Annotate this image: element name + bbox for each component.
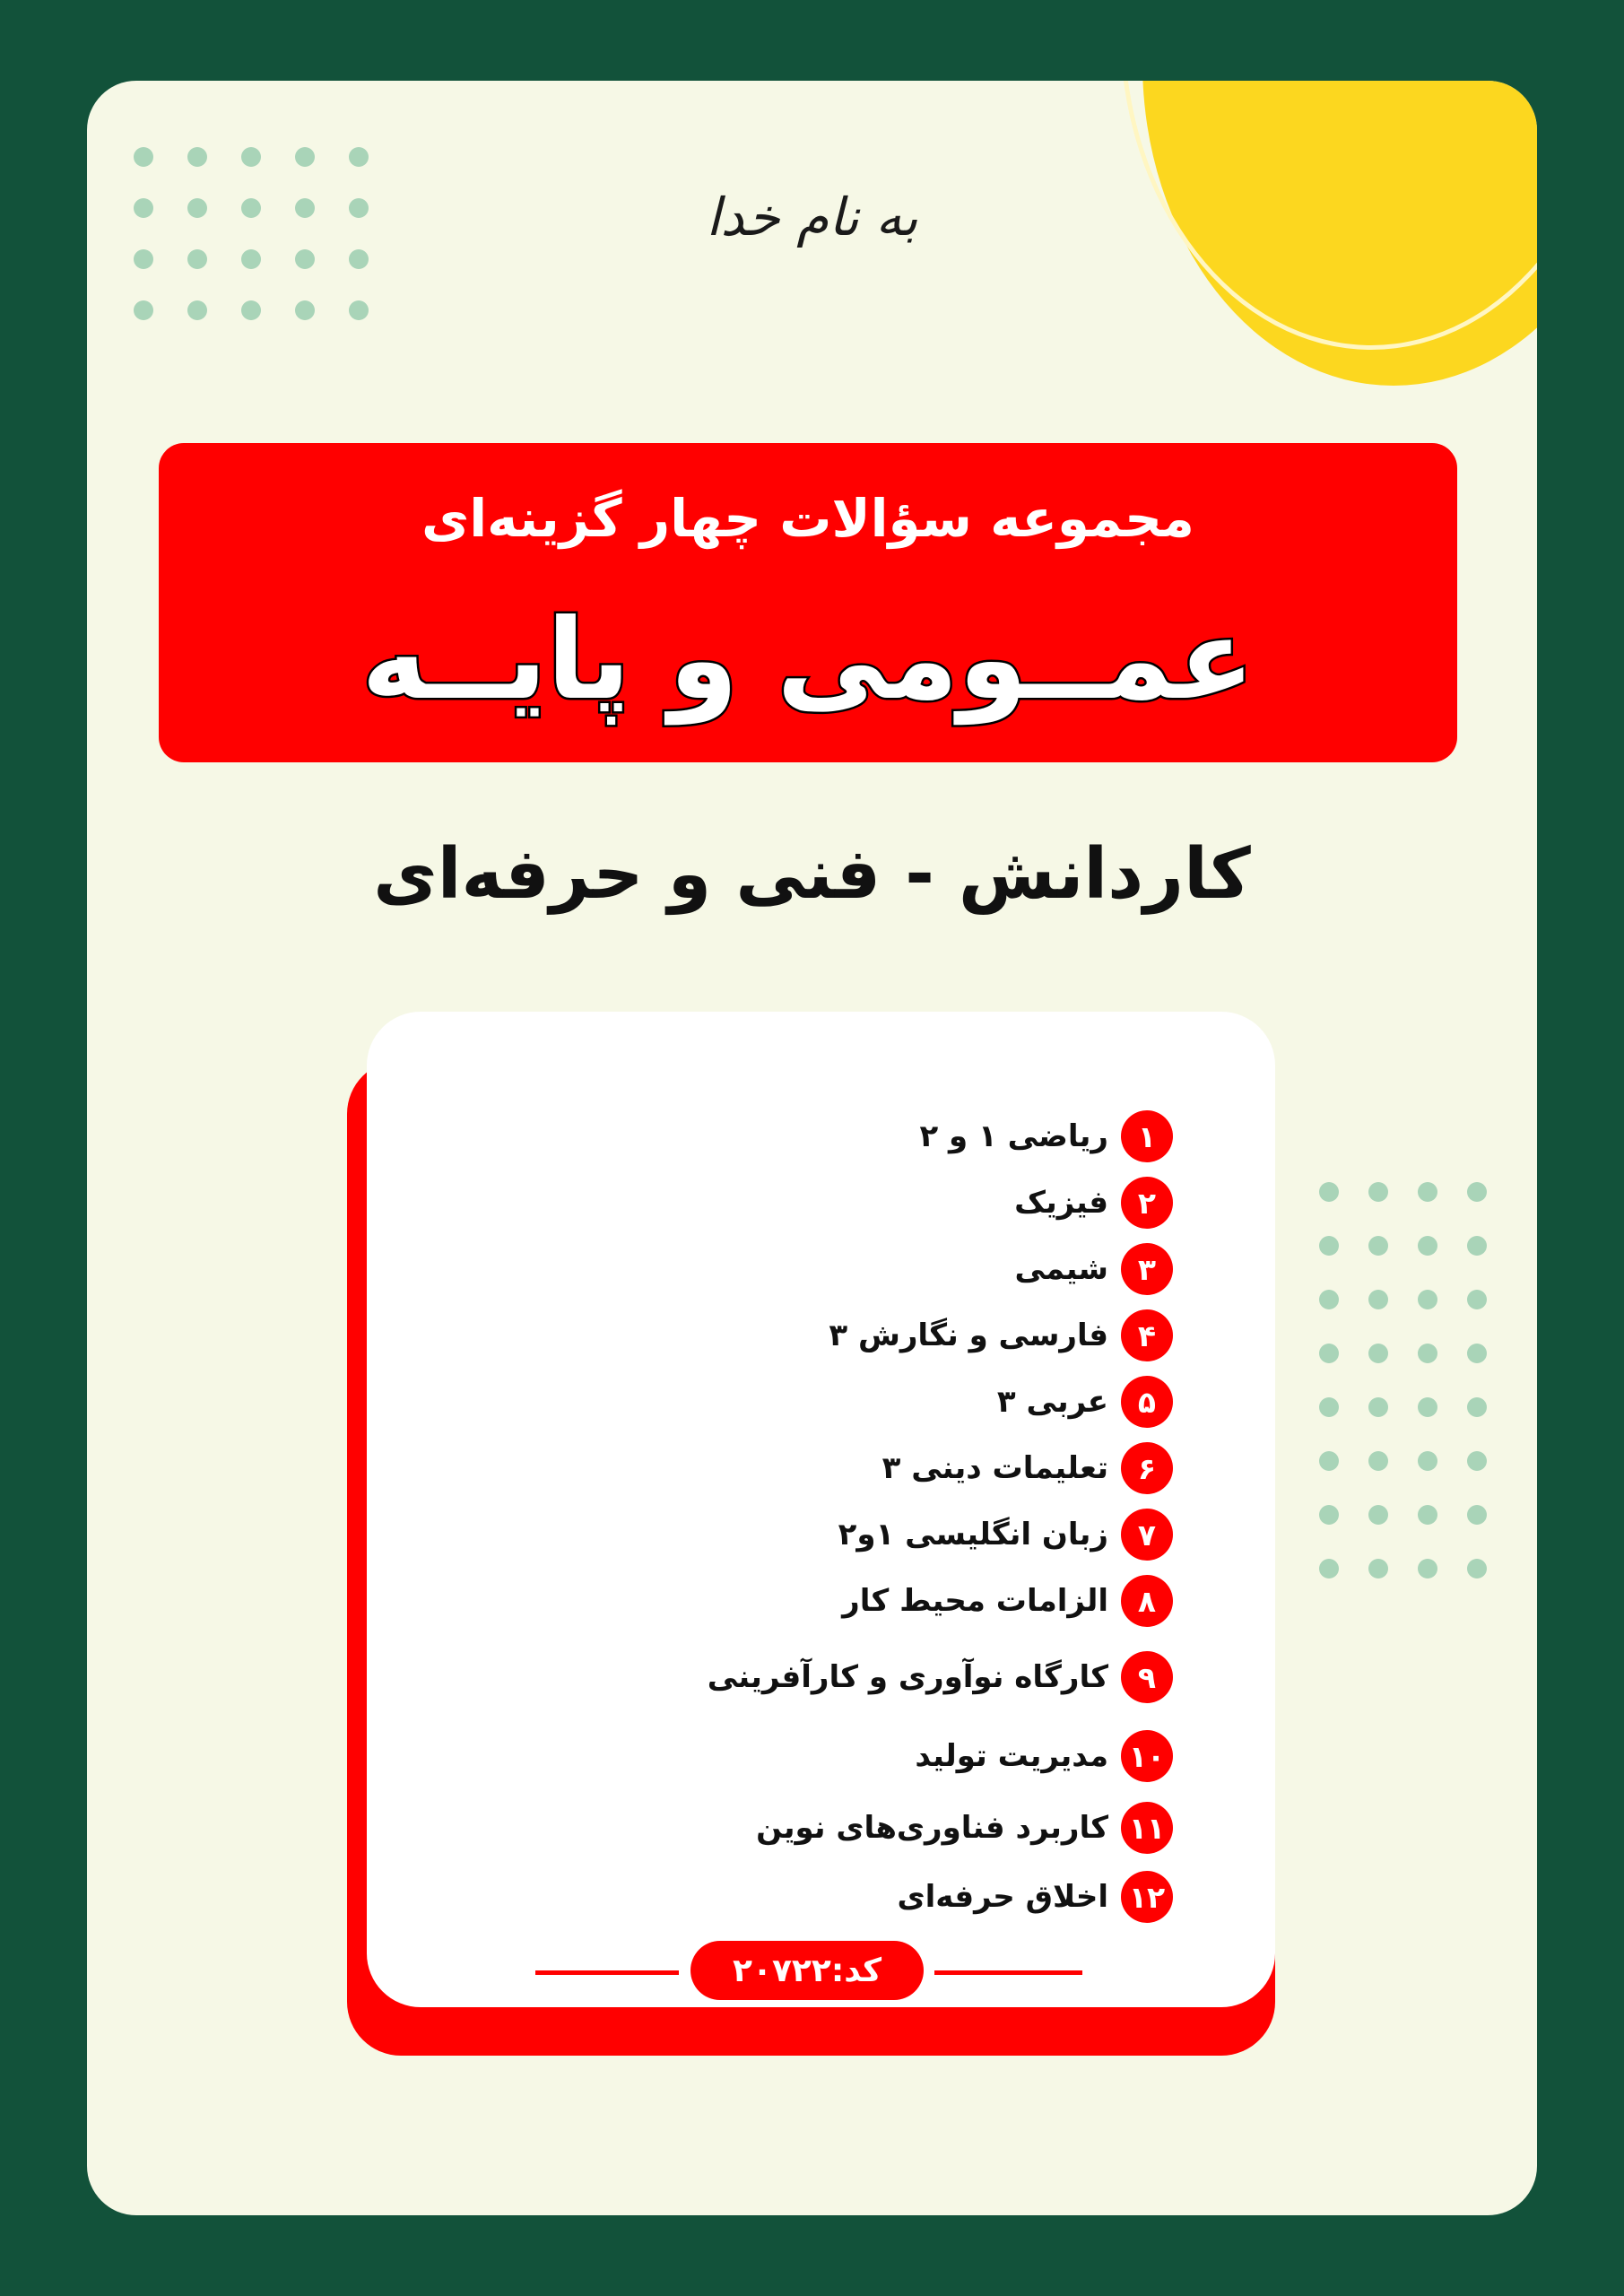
number-badge: ۹ [1121, 1651, 1173, 1703]
number-badge: ۱۱ [1121, 1802, 1173, 1854]
number-badge: ۱۰ [1121, 1730, 1173, 1782]
topic-label: کاربرد فناوری‌های نوین [756, 1810, 1108, 1846]
list-item [708, 1720, 1173, 1792]
topic-label: الزامات محیط کار [842, 1583, 1108, 1619]
number-badge: ۱۲ [1121, 1871, 1173, 1923]
list-item [708, 1792, 1173, 1864]
topic-label: فیزیک [1014, 1185, 1108, 1221]
cover-card [87, 81, 1537, 2215]
list-item [708, 1103, 1173, 1170]
list-item [708, 1435, 1173, 1501]
number-badge: ۴ [1121, 1309, 1173, 1361]
list-item [708, 1501, 1173, 1568]
topic-label: زبان انگلیسی ۱و۲ [838, 1517, 1108, 1552]
topic-label: فارسی و نگارش ۳ [829, 1318, 1108, 1353]
dot-pattern-right [1319, 1182, 1487, 1578]
list-item [708, 1864, 1173, 1930]
banner-subtitle: مجموعه سؤالات چهار گزینه‌ای [421, 488, 1194, 549]
number-badge: ۱ [1121, 1110, 1173, 1162]
number-badge: ۷ [1121, 1509, 1173, 1561]
topic-label: کارگاه نوآوری و کارآفرینی [707, 1659, 1108, 1695]
list-item [708, 1236, 1173, 1302]
title-banner [159, 443, 1457, 762]
number-badge: ۲ [1121, 1177, 1173, 1229]
list-item [708, 1302, 1173, 1369]
code-divider-right [934, 1970, 1082, 1975]
topic-label: مدیریت تولید [915, 1738, 1108, 1774]
topic-label: اخلاق حرفه‌ای [897, 1879, 1108, 1915]
number-badge: ۳ [1121, 1243, 1173, 1295]
topic-label: ریاضی ۱ و ۲ [919, 1118, 1108, 1154]
list-item [708, 1568, 1173, 1634]
topic-list [708, 1103, 1173, 1930]
number-badge: ۸ [1121, 1575, 1173, 1627]
number-badge: ۵ [1121, 1376, 1173, 1428]
list-item [708, 1369, 1173, 1435]
banner-title: عمــومی و پایــه [361, 596, 1255, 725]
course-subtitle: کاردانش - فنی و حرفه‌ای [373, 834, 1251, 915]
topic-label: شیمی [1014, 1251, 1108, 1287]
topic-label: تعلیمات دینی ۳ [881, 1450, 1108, 1486]
code-divider-left [535, 1970, 679, 1975]
code-badge: کد:۲۰۷۲۲ [690, 1941, 924, 2000]
list-item [708, 1634, 1173, 1720]
topic-label: عربی ۳ [996, 1384, 1108, 1420]
list-item [708, 1170, 1173, 1236]
number-badge: ۶ [1121, 1442, 1173, 1494]
basmala-calligraphy: به نام خدا [706, 187, 918, 248]
